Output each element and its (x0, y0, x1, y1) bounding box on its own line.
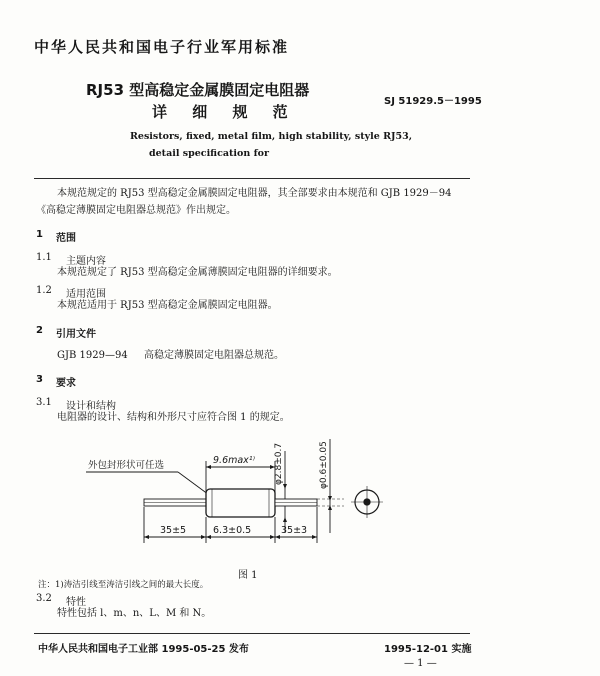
document-title-line1: RJ53 型高稳定金属膜固定电阻器 (86, 81, 310, 99)
figure-note: 注：1)涛洁引线至涛洁引线之间的最大长度。 (38, 580, 209, 590)
section-3-title: 要求 (56, 378, 76, 389)
intro-line2: 《高稳定薄膜固定电阻器总规范》作出规定。 (36, 205, 236, 216)
section-1-2-number: 1.2 (36, 285, 52, 296)
page-number: — 1 — (404, 658, 437, 669)
section-1-1-number: 1.1 (36, 252, 52, 263)
standard-number: SJ 51929.5－1995 (384, 96, 482, 107)
dim-body-length: 6.3±0.5 (213, 525, 252, 536)
document-title-line2: 详 细 规 范 (152, 103, 298, 121)
coating-label: 外包封形状可任选 (88, 460, 165, 471)
reference-code: GJB 1929—94 (57, 350, 128, 361)
dim-max-length: 9.6max¹⁾ (213, 455, 255, 466)
section-2-number: 2 (36, 325, 43, 336)
section-3-1-title: 设计和结构 (66, 401, 116, 412)
section-1-2-text: 本规范适用于 RJ53 型高稳定金属膜固定电阻器。 (57, 300, 278, 311)
org-header-title: 中华人民共和国电子行业军用标准 (34, 38, 290, 56)
resistor-outline-drawing (0, 425, 600, 565)
section-3-2-number: 3.2 (36, 593, 52, 604)
intro-line1: 本规范规定的 RJ53 型高稳定金属膜固定电阻器，其全部要求由本规范和 GJB 1929－94 (57, 188, 452, 199)
section-3-number: 3 (36, 374, 43, 385)
resistor-body (206, 489, 275, 517)
section-1-1-text: 本规范规定了 RJ53 型高稳定金属薄膜固定电阻器的详细要求。 (57, 267, 338, 278)
section-1-2-title: 适用范围 (66, 289, 106, 300)
section-2-title: 引用文件 (56, 329, 96, 340)
section-1-title: 范围 (56, 233, 76, 244)
header-divider (34, 178, 470, 179)
section-3-2-text: 特性包括 l、m、n、L、M 和 N。 (57, 608, 212, 619)
section-3-1-text: 电阻器的设计、结构和外形尺寸应符合图 1 的规定。 (57, 412, 290, 423)
section-1-1-title: 主题内容 (66, 256, 106, 267)
dim-lead-left: 35±5 (160, 525, 187, 536)
implementation-date: 1995-12-01 实施 (384, 644, 472, 655)
english-title-line2: detail specification for (149, 148, 270, 159)
issue-statement: 中华人民共和国电子工业部 1995-05-25 发布 (38, 644, 249, 655)
english-title-line1: Resistors, fixed, metal film, high stability, style RJ53, (130, 131, 413, 142)
dim-lead-diameter: φ0.6±0.05 (319, 441, 329, 489)
section-1-number: 1 (36, 229, 43, 240)
dim-lead-right: 35±3 (281, 525, 308, 536)
section-3-1-number: 3.1 (36, 397, 52, 408)
footer-divider (34, 633, 470, 634)
reference-name: 高稳定薄膜固定电阻器总规范。 (144, 350, 284, 361)
section-3-2-title: 特性 (66, 597, 86, 608)
figure-caption: 图 1 (238, 570, 258, 581)
dim-body-diameter: φ2.8±0.7 (274, 442, 284, 485)
